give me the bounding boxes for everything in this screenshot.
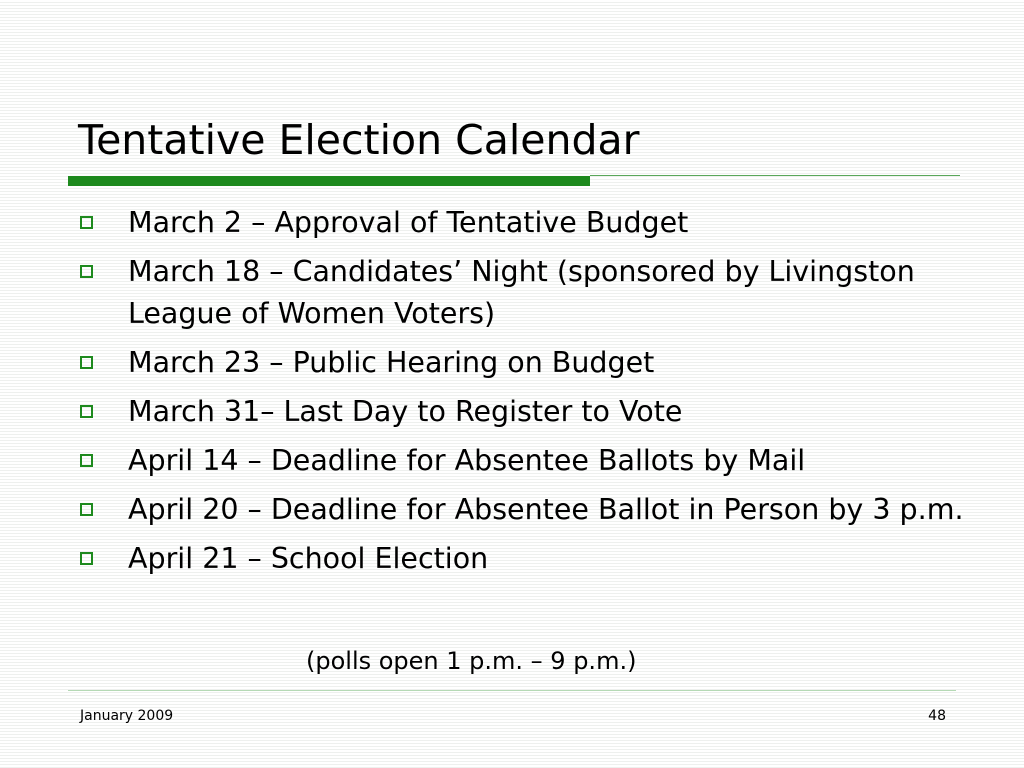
hollow-square-bullet-icon <box>80 454 93 467</box>
bullet-text: April 20 – Deadline for Absentee Ballot in Person by 3 p.m. <box>128 493 964 526</box>
bullet-item <box>78 489 978 531</box>
hollow-square-bullet-icon <box>80 265 93 278</box>
calendar-bullet-list <box>78 202 978 587</box>
bullet-text: March 18 – Candidates’ Night (sponsored by Livingston League of Women Voters) <box>128 255 915 330</box>
hollow-square-bullet-icon <box>80 216 93 229</box>
bullet-text: March 31– Last Day to Register to Vote <box>128 395 683 428</box>
bullet-item <box>78 251 978 335</box>
bullet-item <box>78 202 978 244</box>
title-underline-thin <box>590 175 960 176</box>
bullet-text: April 14 – Deadline for Absentee Ballots by Mail <box>128 444 806 477</box>
footer-date: January 2009 <box>80 708 174 724</box>
bullet-item <box>78 538 978 580</box>
footer-divider <box>68 690 956 691</box>
hollow-square-bullet-icon <box>80 503 93 516</box>
slide-title: Tentative Election Calendar <box>78 116 640 164</box>
bullet-item <box>78 342 978 384</box>
bullet-text: April 21 – School Election <box>128 542 489 575</box>
hollow-square-bullet-icon <box>80 405 93 418</box>
hollow-square-bullet-icon <box>80 552 93 565</box>
bullet-text: March 2 – Approval of Tentative Budget <box>128 206 689 239</box>
title-underline-thick <box>68 176 590 186</box>
page-number: 48 <box>928 708 946 724</box>
bullet-text: March 23 – Public Hearing on Budget <box>128 346 655 379</box>
bullet-item <box>78 440 978 482</box>
hollow-square-bullet-icon <box>80 356 93 369</box>
bullet-item <box>78 391 978 433</box>
polls-hours-note: (polls open 1 p.m. – 9 p.m.) <box>306 647 637 675</box>
